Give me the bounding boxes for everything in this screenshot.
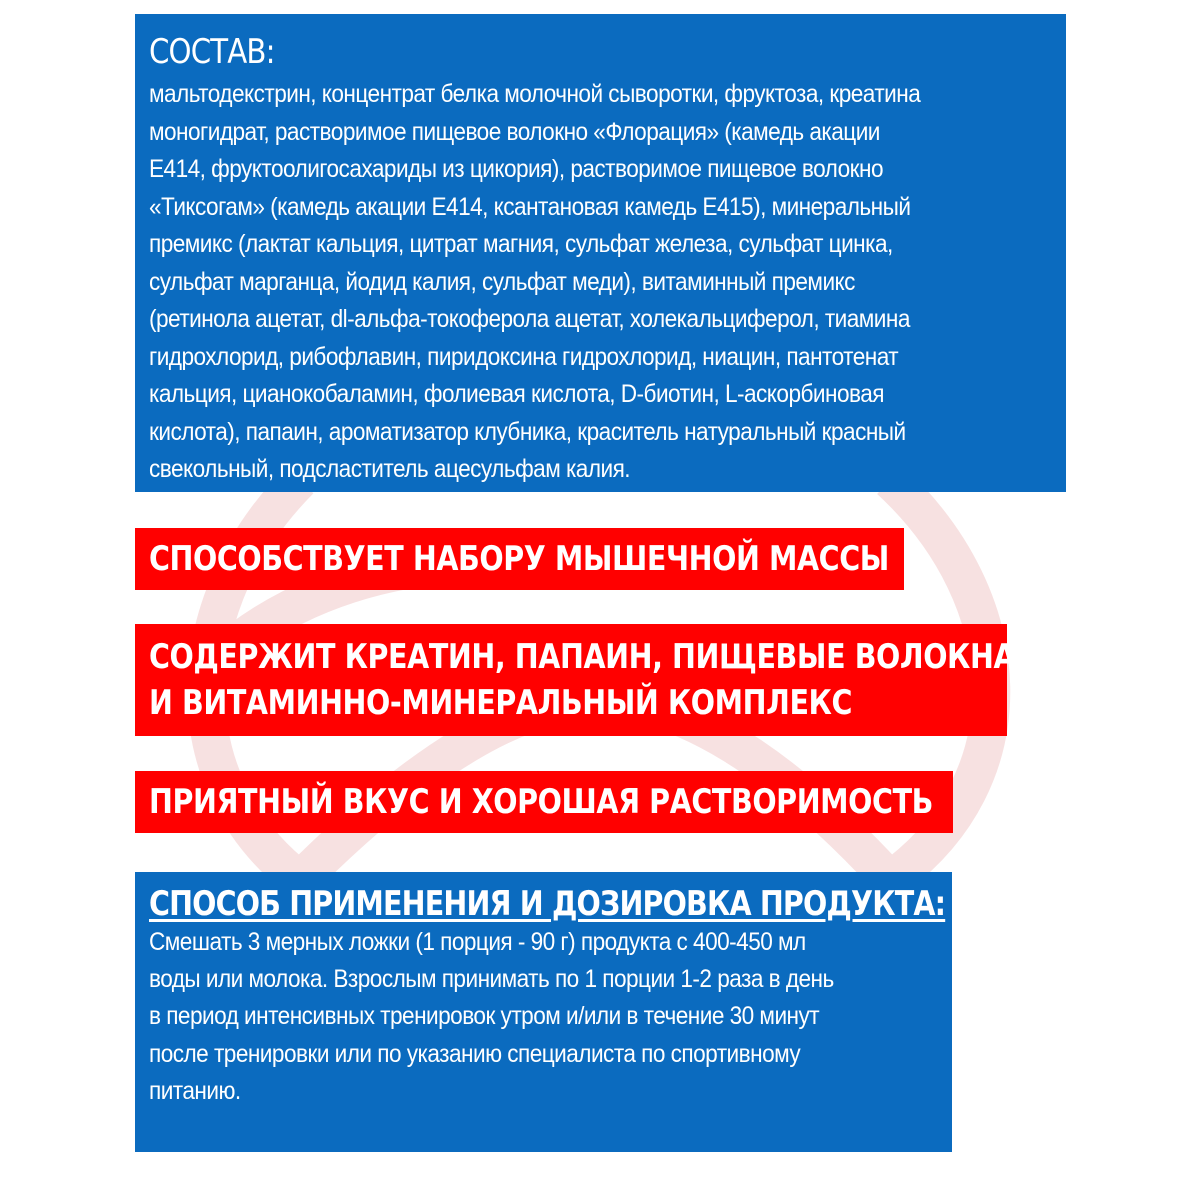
composition-line: моногидрат, растворимое пищевое волокно «Флорация» (камедь акации <box>149 117 880 146</box>
composition-heading: СОСТАВ: <box>149 32 275 72</box>
composition-panel <box>135 14 1066 492</box>
composition-line: «Тиксогам» (камедь акации Е414, ксантановая камедь Е415), минеральный <box>149 192 911 221</box>
composition-line: свекольный, подсластитель ацесульфам калия. <box>149 455 631 483</box>
usage-line: воды или молока. Взрослым принимать по 1 порции 1-2 раза в день <box>149 965 834 994</box>
composition-line: мальтодекстрин, концентрат белка молочной сыворотки, фруктоза, креатина <box>149 80 921 108</box>
banner-muscle-mass-text: СПОСОБСТВУЕТ НАБОРУ МЫШЕЧНОЙ МАССЫ <box>149 539 889 579</box>
banner-muscle-mass <box>135 528 904 590</box>
usage-text <box>149 924 863 1110</box>
banner-taste <box>135 771 953 833</box>
usage-line: питанию. <box>149 1076 241 1105</box>
usage-line: после тренировки или по указанию специалиста по спортивному <box>149 1039 801 1068</box>
composition-line: премикс (лактат кальция, цитрат магния, сульфат железа, сульфат цинка, <box>149 230 893 258</box>
usage-line: в период интенсивных тренировок утром и/или в течение 30 минут <box>149 1002 820 1031</box>
composition-line: кислота), папаин, ароматизатор клубника, краситель натуральный красный <box>149 417 906 446</box>
composition-line: Е414, фруктоолигосахариды из цикория), растворимое пищевое волокно <box>149 155 883 183</box>
usage-line: Смешать 3 мерных ложки (1 порция - 90 г) продукта с 400-450 мл <box>149 928 806 956</box>
banner-contains <box>135 624 1016 736</box>
composition-line: сульфат марганца, йодид калия, сульфат меди), витаминный премикс <box>149 267 855 296</box>
composition-text <box>149 76 966 489</box>
usage-panel <box>135 872 952 1152</box>
composition-line: (ретинола ацетат, dl-альфа-токоферола ацетат, холекальциферол, тиамина <box>149 305 910 333</box>
usage-heading: СПОСОБ ПРИМЕНЕНИЯ И ДОЗИРОВКА ПРОДУКТА: <box>149 884 946 924</box>
composition-line: кальция, цианокобаламин, фолиевая кислота, D-биотин, L-аскорбиновая <box>149 380 884 408</box>
banner-contains-line2: И ВИТАМИННО-МИНЕРАЛЬНЫЙ КОМПЛЕКС <box>149 683 853 723</box>
composition-line: гидрохлорид, рибофлавин, пиридоксина гидрохлорид, ниацин, пантотенат <box>149 342 899 371</box>
banner-contains-line1: СОДЕРЖИТ КРЕАТИН, ПАПАИН, ПИЩЕВЫЕ ВОЛОКНА <box>149 637 1016 677</box>
banner-taste-text: ПРИЯТНЫЙ ВКУС И ХОРОШАЯ РАСТВОРИМОСТЬ <box>149 782 933 822</box>
